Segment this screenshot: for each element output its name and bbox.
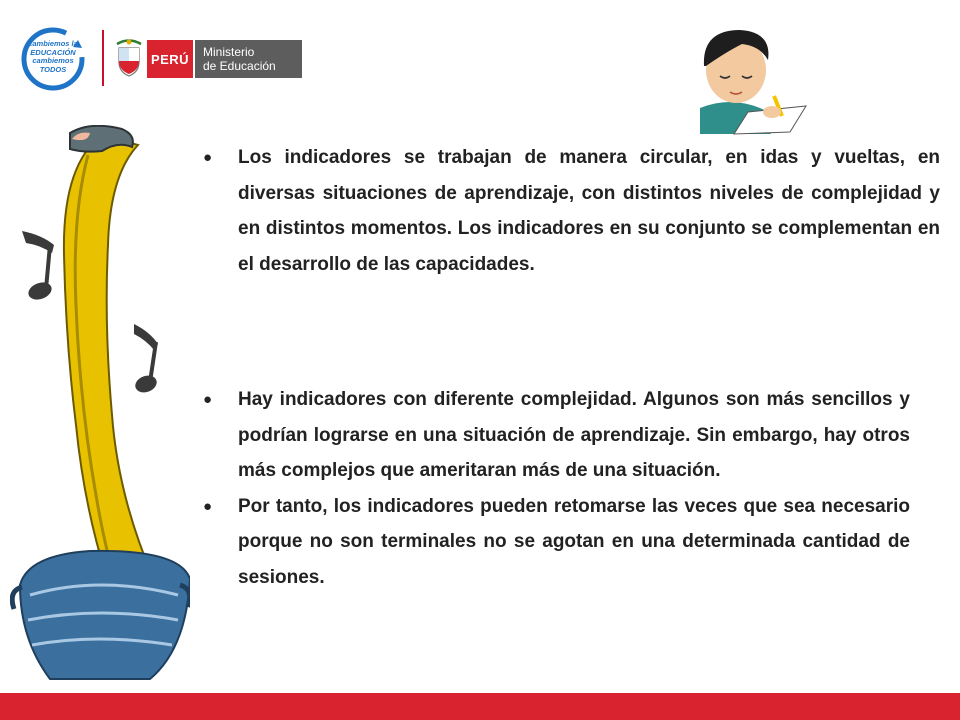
boy-writing-illustration (690, 20, 810, 135)
bullet-dot-icon: ● (203, 497, 213, 515)
ministry-label: Ministerio de Educación (195, 40, 302, 78)
list-item (200, 140, 940, 282)
coat-of-arms-icon (113, 38, 145, 80)
footer-bar (0, 693, 960, 720)
bullet-list-top (200, 140, 940, 282)
bullet-list-bottom (200, 382, 910, 595)
logo-separator (102, 30, 104, 86)
snake-in-basket-illustration (10, 125, 190, 680)
list-item (200, 382, 910, 489)
bullet-text: Los indicadores se trabajan de manera circular, en idas y vueltas, en diversas situaciones de aprendizaje, con distintos niveles de complejidad y en distintos momentos. Los indicadores en su conjunto se complementan en el desarrollo de las capacidades. (238, 147, 940, 275)
bullet-text: Por tanto, los indicadores pueden retomarse las veces que sea necesario porque no son terminales no se agotan en una determinada cantidad de sesiones. (238, 495, 910, 588)
peru-label: PERÚ (147, 40, 193, 78)
music-note-icon (14, 225, 70, 305)
music-note-icon (128, 318, 168, 398)
header (0, 0, 960, 110)
campaign-logo-text: cambiemos la EDUCACIÓN cambiemos TODOS (28, 39, 78, 74)
bullet-text: Hay indicadores con diferente complejidad. Algunos son más sencillos y podrían lograrse en una situación de aprendizaje. Sin embargo, hay otros más complejos que ameritaran más de una situación. (238, 389, 910, 481)
list-item (200, 489, 910, 596)
bullet-dot-icon: ● (203, 391, 213, 408)
bullet-dot-icon: ● (203, 149, 213, 166)
